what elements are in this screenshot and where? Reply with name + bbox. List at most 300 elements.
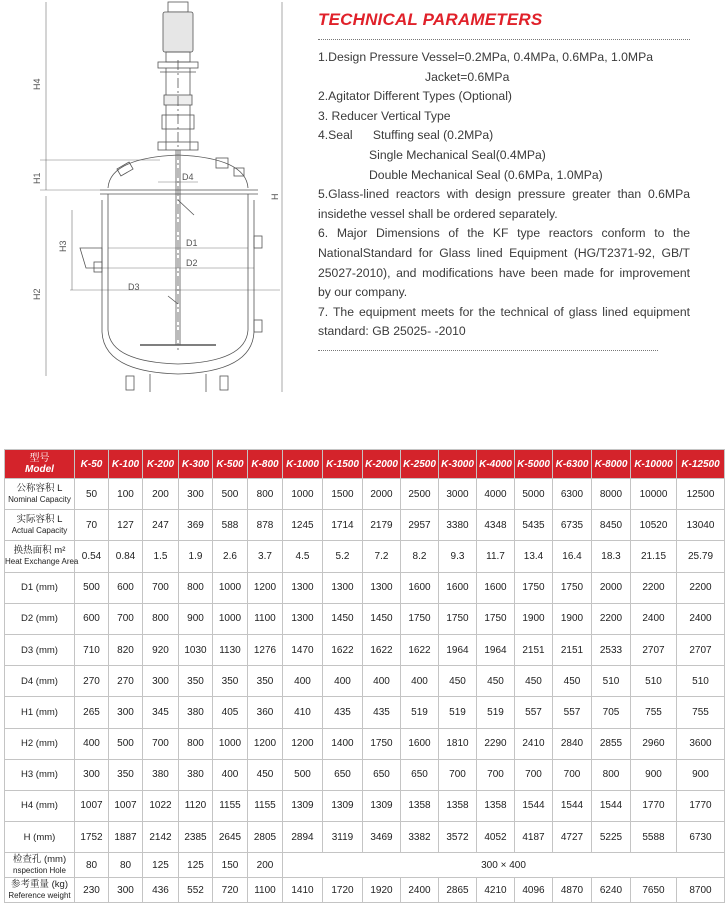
table-cell: 1007 bbox=[109, 790, 143, 821]
table-cell: 1300 bbox=[363, 572, 401, 603]
table-cell: 700 bbox=[515, 759, 553, 790]
table-cell: 1920 bbox=[363, 878, 401, 903]
table-cell: 150 bbox=[213, 853, 248, 878]
table-cell: 1200 bbox=[283, 728, 323, 759]
table-cell: 4000 bbox=[477, 479, 515, 510]
table-cell: 2840 bbox=[553, 728, 592, 759]
row-label: D4 (mm) bbox=[5, 666, 75, 697]
table-cell: 1600 bbox=[439, 572, 477, 603]
table-row bbox=[5, 479, 725, 510]
table-cell: 510 bbox=[677, 666, 725, 697]
table-cell: 4210 bbox=[477, 878, 515, 903]
table-cell: 1964 bbox=[477, 634, 515, 665]
table-cell: 800 bbox=[179, 728, 213, 759]
table-cell: 21.15 bbox=[631, 541, 677, 572]
table-cell: 1300 bbox=[283, 603, 323, 634]
table-cell: 4096 bbox=[515, 878, 553, 903]
parameter-line: 2.Agitator Different Types (Optional) bbox=[318, 89, 512, 104]
table-cell: 2290 bbox=[477, 728, 515, 759]
table-cell: 265 bbox=[75, 697, 109, 728]
table-cell: 410 bbox=[283, 697, 323, 728]
table-cell: 80 bbox=[109, 853, 143, 878]
table-cell: 50 bbox=[75, 479, 109, 510]
table-cell: 2500 bbox=[401, 479, 439, 510]
table-cell: 11.7 bbox=[477, 541, 515, 572]
table-cell: 1810 bbox=[439, 728, 477, 759]
table-cell: 200 bbox=[248, 853, 283, 878]
table-cell: 3382 bbox=[401, 822, 439, 853]
table-cell: 13.4 bbox=[515, 541, 553, 572]
table-row bbox=[5, 634, 725, 665]
motor-body bbox=[163, 12, 193, 52]
table-cell: 600 bbox=[109, 572, 143, 603]
table-cell: 1300 bbox=[283, 572, 323, 603]
label-d1: D1 bbox=[186, 238, 198, 248]
label-d2: D2 bbox=[186, 258, 198, 268]
table-cell: 0.54 bbox=[75, 541, 109, 572]
table-cell: 1622 bbox=[401, 634, 439, 665]
table-cell: 13040 bbox=[677, 510, 725, 541]
table-cell: 2142 bbox=[143, 822, 179, 853]
table-cell: 4348 bbox=[477, 510, 515, 541]
table-cell: 2000 bbox=[592, 572, 631, 603]
parameters-list bbox=[318, 48, 690, 342]
table-row bbox=[5, 822, 725, 853]
table-cell: 3572 bbox=[439, 822, 477, 853]
table-cell: 1000 bbox=[213, 572, 248, 603]
table-cell: 435 bbox=[363, 697, 401, 728]
table-cell: 400 bbox=[401, 666, 439, 697]
table-cell: 588 bbox=[213, 510, 248, 541]
parameter-line: 3. Reducer Vertical Type bbox=[318, 108, 451, 123]
table-cell: 2200 bbox=[677, 572, 725, 603]
parameters-title: TECHNICAL PARAMETERS bbox=[318, 10, 543, 29]
row-label: H3 (mm) bbox=[5, 759, 75, 790]
parameter-line: 4.Seal Stuffing seal (0.2MPa) bbox=[318, 128, 494, 143]
table-cell: 700 bbox=[439, 759, 477, 790]
table-cell: 2707 bbox=[631, 634, 677, 665]
model-header: K-200 bbox=[143, 450, 179, 479]
table-cell: 9.3 bbox=[439, 541, 477, 572]
label-h1: H1 bbox=[32, 172, 42, 184]
model-header: K-4000 bbox=[477, 450, 515, 479]
table-cell: 900 bbox=[677, 759, 725, 790]
table-cell: 2707 bbox=[677, 634, 725, 665]
table-cell: 270 bbox=[109, 666, 143, 697]
table-cell: 710 bbox=[75, 634, 109, 665]
specification-table bbox=[4, 449, 725, 903]
table-cell: 400 bbox=[283, 666, 323, 697]
table-cell: 380 bbox=[143, 759, 179, 790]
model-header-cell: 型号 Model bbox=[5, 450, 75, 479]
table-cell: 1720 bbox=[323, 878, 363, 903]
table-row bbox=[5, 759, 725, 790]
table-row bbox=[5, 572, 725, 603]
table-cell: 2385 bbox=[179, 822, 213, 853]
table-cell: 400 bbox=[75, 728, 109, 759]
label-h4: H4 bbox=[32, 78, 42, 90]
table-cell: 500 bbox=[283, 759, 323, 790]
table-cell: 2960 bbox=[631, 728, 677, 759]
table-cell: 1900 bbox=[553, 603, 592, 634]
table-cell: 1358 bbox=[439, 790, 477, 821]
label-h: H bbox=[270, 193, 280, 200]
table-cell: 2410 bbox=[515, 728, 553, 759]
row-label: D2 (mm) bbox=[5, 603, 75, 634]
table-cell: 1100 bbox=[248, 603, 283, 634]
table-cell: 1750 bbox=[401, 603, 439, 634]
model-header: K-500 bbox=[213, 450, 248, 479]
table-cell: 4870 bbox=[553, 878, 592, 903]
table-row bbox=[5, 541, 725, 572]
row-label: 检查孔 (mm) nspection Hole bbox=[5, 853, 75, 878]
model-header: K-1500 bbox=[323, 450, 363, 479]
table-cell: 127 bbox=[109, 510, 143, 541]
table-cell: 820 bbox=[109, 634, 143, 665]
parameter-line: 1.Design Pressure Vessel=0.2MPa, 0.4MPa, 0.6MPa, 1.0MPa bbox=[318, 50, 653, 64]
table-cell: 12500 bbox=[677, 479, 725, 510]
table-cell: 700 bbox=[143, 572, 179, 603]
table-cell: 552 bbox=[179, 878, 213, 903]
table-cell: 70 bbox=[75, 510, 109, 541]
table-cell: 8450 bbox=[592, 510, 631, 541]
table-cell: 2894 bbox=[283, 822, 323, 853]
table-cell: 720 bbox=[213, 878, 248, 903]
table-cell: 7.2 bbox=[363, 541, 401, 572]
table-cell: 247 bbox=[143, 510, 179, 541]
table-row bbox=[5, 697, 725, 728]
table-cell: 600 bbox=[75, 603, 109, 634]
table-cell: 400 bbox=[323, 666, 363, 697]
table-cell: 1200 bbox=[248, 728, 283, 759]
table-cell: 2151 bbox=[553, 634, 592, 665]
table-cell: 1300 bbox=[323, 572, 363, 603]
table-cell: 450 bbox=[439, 666, 477, 697]
table-cell: 125 bbox=[143, 853, 179, 878]
table-cell: 7650 bbox=[631, 878, 677, 903]
table-cell: 1358 bbox=[401, 790, 439, 821]
table-cell: 755 bbox=[631, 697, 677, 728]
table-cell: 1155 bbox=[213, 790, 248, 821]
table-cell: 1358 bbox=[477, 790, 515, 821]
table-cell: 2533 bbox=[592, 634, 631, 665]
table-cell: 450 bbox=[553, 666, 592, 697]
table-cell: 500 bbox=[75, 572, 109, 603]
table-cell: 500 bbox=[109, 728, 143, 759]
table-cell: 1100 bbox=[248, 878, 283, 903]
table-cell: 900 bbox=[179, 603, 213, 634]
table-cell: 18.3 bbox=[592, 541, 631, 572]
table-cell: 920 bbox=[143, 634, 179, 665]
table-row bbox=[5, 666, 725, 697]
motor-cap bbox=[168, 2, 188, 12]
table-cell: 755 bbox=[677, 697, 725, 728]
table-cell: 1.9 bbox=[179, 541, 213, 572]
table-cell: 2400 bbox=[677, 603, 725, 634]
table-cell: 2400 bbox=[401, 878, 439, 903]
table-cell: 700 bbox=[477, 759, 515, 790]
table-cell: 3469 bbox=[363, 822, 401, 853]
table-cell: 2957 bbox=[401, 510, 439, 541]
table-cell: 3119 bbox=[323, 822, 363, 853]
parameter-line: 7. The equipment meets for the technical of glass lined equipment standard: GB 25025- -2010 bbox=[318, 304, 690, 339]
table-header-row bbox=[5, 450, 725, 479]
table-cell: 1600 bbox=[401, 572, 439, 603]
table-cell: 4187 bbox=[515, 822, 553, 853]
table-cell: 2200 bbox=[631, 572, 677, 603]
table-cell: 510 bbox=[592, 666, 631, 697]
model-header: K-2000 bbox=[363, 450, 401, 479]
label-d3: D3 bbox=[128, 282, 140, 292]
table-cell: 2.6 bbox=[213, 541, 248, 572]
parameter-line: Jacket=0.6MPa bbox=[425, 69, 510, 84]
table-cell: 1750 bbox=[553, 572, 592, 603]
table-row bbox=[5, 728, 725, 759]
table-cell: 435 bbox=[323, 697, 363, 728]
table-cell: 650 bbox=[363, 759, 401, 790]
table-cell: 4727 bbox=[553, 822, 592, 853]
table-cell: 1770 bbox=[677, 790, 725, 821]
table-cell: 800 bbox=[592, 759, 631, 790]
table-cell: 2865 bbox=[439, 878, 477, 903]
table-cell: 1276 bbox=[248, 634, 283, 665]
table-cell: 1450 bbox=[363, 603, 401, 634]
table-cell: 557 bbox=[515, 697, 553, 728]
table-cell: 1750 bbox=[477, 603, 515, 634]
row-label: 换热面积 m² Heat Exchange Area bbox=[5, 541, 75, 572]
table-cell: 5000 bbox=[515, 479, 553, 510]
table-cell: 125 bbox=[179, 853, 213, 878]
table-cell: 1887 bbox=[109, 822, 143, 853]
table-cell: 10000 bbox=[631, 479, 677, 510]
table-cell: 557 bbox=[553, 697, 592, 728]
table-cell: 369 bbox=[179, 510, 213, 541]
technical-parameters bbox=[318, 10, 690, 351]
table-cell: 1309 bbox=[363, 790, 401, 821]
table-cell: 2645 bbox=[213, 822, 248, 853]
model-header: K-6300 bbox=[553, 450, 592, 479]
table-cell: 1750 bbox=[363, 728, 401, 759]
parameter-line: Double Mechanical Seal (0.6MPa, 1.0MPa) bbox=[369, 167, 603, 182]
model-header: K-10000 bbox=[631, 450, 677, 479]
model-header: K-8000 bbox=[592, 450, 631, 479]
table-cell: 1030 bbox=[179, 634, 213, 665]
parameter-line: 6. Major Dimensions of the KF type reactors conform to the NationalStandard for Glass lined Equipment (HG/T2371-92, GB/T 25027-2010), and modifications have been made for improvement by our company. bbox=[318, 226, 690, 300]
row-label: 公称容积 L Nominal Capacity bbox=[5, 479, 75, 510]
table-cell: 1770 bbox=[631, 790, 677, 821]
table-cell: 3600 bbox=[677, 728, 725, 759]
table-cell: 650 bbox=[323, 759, 363, 790]
table-cell: 800 bbox=[248, 479, 283, 510]
model-header: K-12500 bbox=[677, 450, 725, 479]
table-cell: 4.5 bbox=[283, 541, 323, 572]
table-cell: 1022 bbox=[143, 790, 179, 821]
table-cell: 350 bbox=[248, 666, 283, 697]
table-cell: 380 bbox=[179, 759, 213, 790]
table-cell: 5588 bbox=[631, 822, 677, 853]
table-cell: 6240 bbox=[592, 878, 631, 903]
table-cell: 1622 bbox=[363, 634, 401, 665]
table-cell: 300 bbox=[143, 666, 179, 697]
table-cell: 1309 bbox=[283, 790, 323, 821]
table-cell: 1155 bbox=[248, 790, 283, 821]
table-cell: 6300 bbox=[553, 479, 592, 510]
inspection-merged-cell: 300 × 400 bbox=[283, 853, 725, 878]
table-cell: 1964 bbox=[439, 634, 477, 665]
table-cell: 2200 bbox=[592, 603, 631, 634]
row-label: D3 (mm) bbox=[5, 634, 75, 665]
table-cell: 350 bbox=[109, 759, 143, 790]
table-cell: 650 bbox=[401, 759, 439, 790]
table-cell: 1000 bbox=[283, 479, 323, 510]
table-cell: 1900 bbox=[515, 603, 553, 634]
table-cell: 8.2 bbox=[401, 541, 439, 572]
table-cell: 4052 bbox=[477, 822, 515, 853]
table-cell: 436 bbox=[143, 878, 179, 903]
table-cell: 100 bbox=[109, 479, 143, 510]
table-cell: 1007 bbox=[75, 790, 109, 821]
table-cell: 1245 bbox=[283, 510, 323, 541]
reactor-technical-drawing bbox=[30, 0, 300, 400]
table-cell: 200 bbox=[143, 479, 179, 510]
table-cell: 1120 bbox=[179, 790, 213, 821]
table-cell: 300 bbox=[75, 759, 109, 790]
table-row-weight bbox=[5, 878, 725, 903]
table-cell: 5225 bbox=[592, 822, 631, 853]
table-cell: 400 bbox=[213, 759, 248, 790]
table-cell: 2805 bbox=[248, 822, 283, 853]
table-cell: 800 bbox=[179, 572, 213, 603]
table-cell: 8000 bbox=[592, 479, 631, 510]
table-cell: 450 bbox=[477, 666, 515, 697]
table-cell: 705 bbox=[592, 697, 631, 728]
table-cell: 450 bbox=[248, 759, 283, 790]
table-cell: 300 bbox=[109, 697, 143, 728]
table-cell: 1600 bbox=[401, 728, 439, 759]
dotted-divider-top bbox=[318, 39, 690, 40]
table-cell: 700 bbox=[553, 759, 592, 790]
table-cell: 900 bbox=[631, 759, 677, 790]
table-cell: 8700 bbox=[677, 878, 725, 903]
table-cell: 510 bbox=[631, 666, 677, 697]
table-cell: 519 bbox=[439, 697, 477, 728]
table-cell: 1622 bbox=[323, 634, 363, 665]
table-cell: 1750 bbox=[439, 603, 477, 634]
table-cell: 25.79 bbox=[677, 541, 725, 572]
label-h2: H2 bbox=[32, 288, 42, 300]
table-cell: 400 bbox=[363, 666, 401, 697]
model-header: K-5000 bbox=[515, 450, 553, 479]
table-cell: 1200 bbox=[248, 572, 283, 603]
model-header: K-50 bbox=[75, 450, 109, 479]
table-cell: 519 bbox=[401, 697, 439, 728]
table-body bbox=[5, 479, 725, 903]
model-header: K-100 bbox=[109, 450, 143, 479]
label-d4: D4 bbox=[182, 172, 194, 182]
row-label: 参考重量 (kg) Reference weight bbox=[5, 878, 75, 903]
table-cell: 1714 bbox=[323, 510, 363, 541]
table-cell: 16.4 bbox=[553, 541, 592, 572]
row-label: D1 (mm) bbox=[5, 572, 75, 603]
table-cell: 700 bbox=[109, 603, 143, 634]
table-cell: 10520 bbox=[631, 510, 677, 541]
table-cell: 878 bbox=[248, 510, 283, 541]
table-cell: 1309 bbox=[323, 790, 363, 821]
table-cell: 1544 bbox=[553, 790, 592, 821]
table-cell: 3380 bbox=[439, 510, 477, 541]
dotted-divider-bottom bbox=[318, 350, 658, 351]
model-header: K-800 bbox=[248, 450, 283, 479]
row-label: H2 (mm) bbox=[5, 728, 75, 759]
table-cell: 300 bbox=[179, 479, 213, 510]
table-row bbox=[5, 790, 725, 821]
table-row-inspection bbox=[5, 853, 725, 878]
table-cell: 1544 bbox=[592, 790, 631, 821]
table-row bbox=[5, 510, 725, 541]
table-cell: 1000 bbox=[213, 603, 248, 634]
model-header: K-3000 bbox=[439, 450, 477, 479]
table-cell: 3.7 bbox=[248, 541, 283, 572]
table-cell: 1450 bbox=[323, 603, 363, 634]
table-cell: 405 bbox=[213, 697, 248, 728]
table-cell: 3000 bbox=[439, 479, 477, 510]
model-header: K-2500 bbox=[401, 450, 439, 479]
table-cell: 1410 bbox=[283, 878, 323, 903]
table-cell: 800 bbox=[143, 603, 179, 634]
table-cell: 350 bbox=[179, 666, 213, 697]
table-cell: 500 bbox=[213, 479, 248, 510]
table-cell: 1600 bbox=[477, 572, 515, 603]
row-label: H (mm) bbox=[5, 822, 75, 853]
model-header: K-1000 bbox=[283, 450, 323, 479]
table-cell: 1000 bbox=[213, 728, 248, 759]
table-cell: 230 bbox=[75, 878, 109, 903]
model-header: K-300 bbox=[179, 450, 213, 479]
table-row bbox=[5, 603, 725, 634]
table-cell: 1544 bbox=[515, 790, 553, 821]
table-cell: 519 bbox=[477, 697, 515, 728]
table-cell: 2000 bbox=[363, 479, 401, 510]
table-cell: 350 bbox=[213, 666, 248, 697]
table-cell: 450 bbox=[515, 666, 553, 697]
row-label: 实际容积 L Actual Capacity bbox=[5, 510, 75, 541]
table-cell: 300 bbox=[109, 878, 143, 903]
table-cell: 1500 bbox=[323, 479, 363, 510]
parameter-line: 5.Glass-lined reactors with design pressure greater than 0.6MPa insidethe vessel shall be ordered separately. bbox=[318, 187, 690, 221]
table-cell: 80 bbox=[75, 853, 109, 878]
table-cell: 380 bbox=[179, 697, 213, 728]
row-label: H1 (mm) bbox=[5, 697, 75, 728]
table-cell: 6735 bbox=[553, 510, 592, 541]
table-cell: 1400 bbox=[323, 728, 363, 759]
parameter-line: Single Mechanical Seal(0.4MPa) bbox=[369, 147, 546, 162]
table-cell: 360 bbox=[248, 697, 283, 728]
table-cell: 345 bbox=[143, 697, 179, 728]
table-cell: 5435 bbox=[515, 510, 553, 541]
table-cell: 700 bbox=[143, 728, 179, 759]
table-cell: 2151 bbox=[515, 634, 553, 665]
table-cell: 1750 bbox=[515, 572, 553, 603]
row-label: H4 (mm) bbox=[5, 790, 75, 821]
table-cell: 1752 bbox=[75, 822, 109, 853]
table-cell: 1.5 bbox=[143, 541, 179, 572]
table-cell: 5.2 bbox=[323, 541, 363, 572]
table-cell: 2400 bbox=[631, 603, 677, 634]
table-cell: 2179 bbox=[363, 510, 401, 541]
table-cell: 0.84 bbox=[109, 541, 143, 572]
label-h3: H3 bbox=[58, 240, 68, 252]
table-cell: 2855 bbox=[592, 728, 631, 759]
